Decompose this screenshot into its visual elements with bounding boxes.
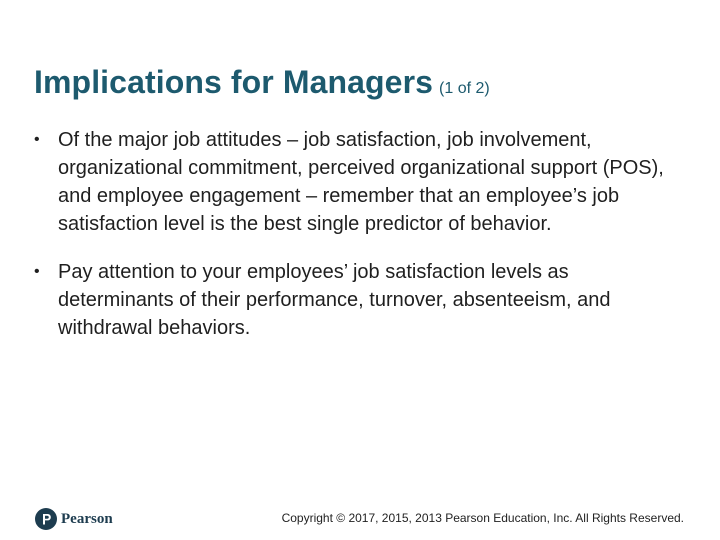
title-text: Implications for Managers	[34, 64, 434, 100]
slide-title	[34, 64, 490, 101]
bullet-dot-icon: •	[34, 263, 40, 280]
bullet-list	[34, 126, 684, 342]
bullet-text: Pay attention to your employees’ job satisfaction levels as determinants of their performance, turnover, absenteeism, and withdrawal behaviors.	[58, 261, 611, 339]
bullet-item	[34, 126, 684, 238]
pearson-logo-icon	[35, 508, 57, 530]
copyright-notice: Copyright © 2017, 2015, 2013 Pearson Education, Inc. All Rights Reserved.	[281, 511, 684, 525]
pearson-logo	[35, 506, 113, 532]
bullet-dot-icon: •	[34, 131, 40, 148]
bullet-text: Of the major job attitudes – job satisfaction, job involvement, organizational commitment, perceived organizational support (POS), and employee engagement – remember that an employee’s job satisfaction level is the best single predictor of behavior.	[58, 129, 664, 235]
logo-text: Pearson	[61, 510, 113, 527]
bullet-item	[34, 258, 684, 342]
title-part-indicator: (1 of 2)	[439, 80, 490, 97]
